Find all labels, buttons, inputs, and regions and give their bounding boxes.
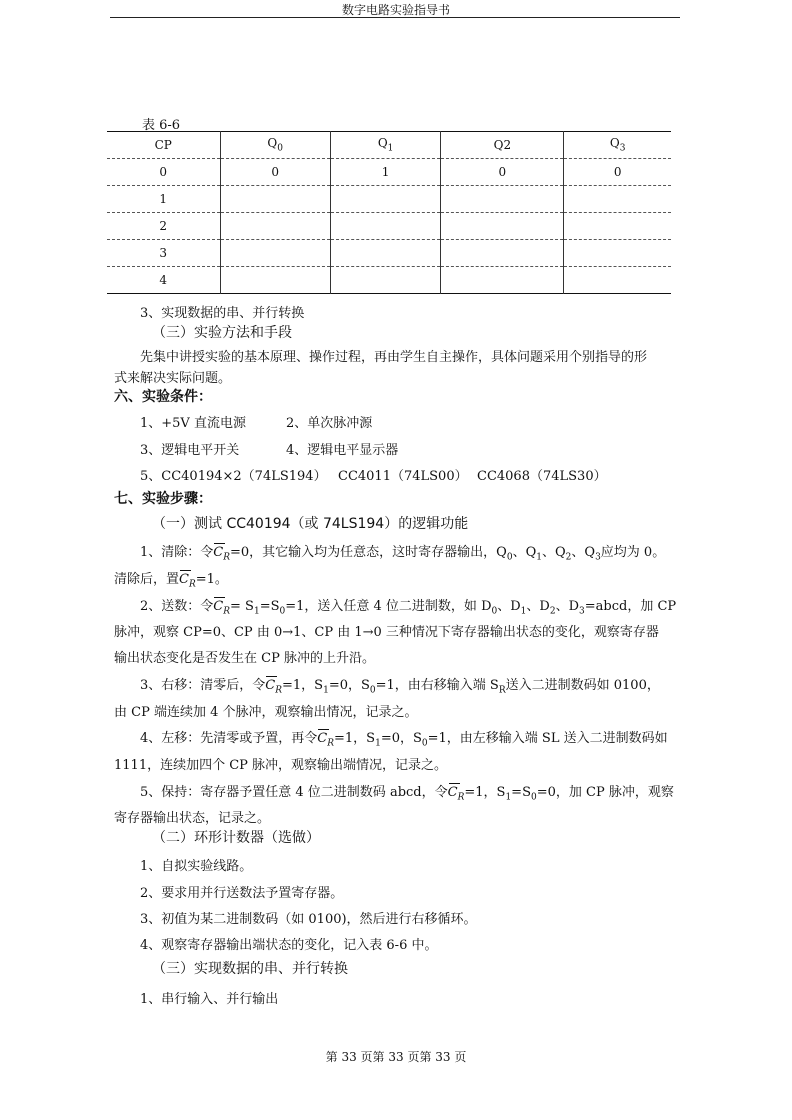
header-q1: $Q_1$ (330, 132, 440, 159)
conditions-heading: 六、实验条件： (114, 389, 212, 405)
table-cell (220, 240, 330, 267)
step-hold-cont: 寄存器输出状态，记录之。 (114, 811, 271, 826)
table-cell (220, 267, 330, 294)
methods-paragraph: 先集中讲授实验的基本原理、操作过程，再由学生自主操作，具体问题采用个别指导的形 (140, 350, 648, 365)
ring-item: 4、观察寄存器输出端状态的变化，记入表 6-6 中。 (140, 938, 438, 953)
header-q0: $Q_0$ (220, 132, 330, 159)
table-header-row (107, 132, 671, 159)
step-right-shift-cont: 由 CP 端连续加 4 个脉冲，观察输出情况，记录之。 (114, 705, 418, 720)
condition-item: 1、+5V 直流电源 (140, 416, 246, 431)
step-left-shift: 4、左移：先清零或予置，再令 $C_R=1$，$S_1=0$，$S_0=1$，由左移输入端 SL 送入二进制数码如 (140, 731, 668, 749)
header-q3: $Q_3$ (564, 132, 671, 159)
step-right-shift: 3、右移：清零后，令 $C_R=1$，$S_1=0$，$S_0=1$，由右移输入端 $S_R$送入二进制数码如 0100， (140, 678, 660, 696)
table-row (107, 267, 671, 294)
table-cell (220, 213, 330, 240)
table-cell: 0 (441, 159, 564, 186)
condition-item: 4、逻辑电平显示器 (286, 443, 399, 458)
table-cell (564, 240, 671, 267)
methods-heading: （三）实验方法和手段 (152, 325, 292, 341)
header-cp: CP (154, 138, 172, 152)
table-cell (564, 213, 671, 240)
table-caption: 表 6-6 (142, 118, 181, 133)
table-cell (330, 213, 440, 240)
ring-item: 1、自拟实验线路。 (140, 859, 253, 874)
ring-counter-heading: （二）环形计数器（选做） (152, 830, 320, 846)
step-clear-cont: 清除后，置 $C_R=1$。 (114, 572, 228, 590)
table-row (107, 159, 671, 186)
step-subheading: （一）测试 CC40194（或 74LS194）的逻辑功能 (152, 516, 469, 532)
table-row (107, 240, 671, 267)
methods-paragraph-cont: 式来解决实际问题。 (114, 371, 232, 386)
condition-item: 5、CC40194×2（74LS194） (140, 469, 327, 484)
condition-item: CC4068（74LS30） (477, 469, 607, 484)
condition-item: 3、逻辑电平开关 (140, 443, 240, 458)
steps-heading: 七、实验步骤： (114, 491, 212, 507)
table-cell: 0 (159, 165, 168, 179)
table-cell (564, 267, 671, 294)
table-cell (441, 186, 564, 213)
step-send-cont: 输出状态变化是否发生在 CP 脉冲的上升沿。 (114, 651, 375, 666)
cr-symbol: $C_R$ (317, 731, 335, 749)
table-cell: 1 (330, 159, 440, 186)
conversion-item: 1、串行输入、并行输出 (140, 992, 279, 1007)
table-cell (330, 186, 440, 213)
table-cell (330, 240, 440, 267)
table-cell (441, 267, 564, 294)
table-row (107, 186, 671, 213)
table-cell: 0 (564, 159, 671, 186)
item-conversion: 3、实现数据的串、并行转换 (140, 306, 305, 321)
step-clear: 1、清除：令 $C_R=0$，其它输入均为任意态，这时寄存器输出，$Q_0$、$Q_1$、$Q_2$、$Q_3$应均为 0。 (140, 545, 666, 563)
ring-item: 2、要求用并行送数法予置寄存器。 (140, 886, 344, 901)
table-cell: 4 (159, 273, 168, 287)
page-header-title: 数字电路实验指导书 (341, 3, 450, 17)
table-cell (441, 240, 564, 267)
table-cell: 1 (159, 192, 168, 206)
condition-item: CC4011（74LS00） (338, 469, 468, 484)
header-q2: Q2 (441, 132, 564, 159)
conversion-heading: （三）实现数据的串、并行转换 (152, 961, 348, 977)
step-send: 2、送数：令 $C_R= S_1=S_0=1$，送入任意 4 位二进制数，如 $D_0$、$D_1$、$D_2$、$D_3=abcd$，加 CP (140, 599, 677, 617)
table-cell (330, 267, 440, 294)
condition-item: 2、单次脉冲源 (286, 416, 373, 431)
table-cell: 3 (159, 246, 168, 260)
cr-symbol: $C_R$ (179, 572, 196, 590)
step-hold: 5、保持：寄存器予置任意 4 位二进制数码 abcd，令 $C_R=1$，$S_1=S_0=0$，加 CP 脉冲，观察 (140, 785, 674, 803)
cr-symbol: $C_R$ (447, 785, 465, 803)
cr-symbol: $C_R$ (265, 678, 283, 696)
step-send-cont: 脉冲，观察 CP=0、CP 由 0→1、CP 由 1→0 三种情况下寄存器输出状态的变化，观察寄存器 (114, 625, 659, 640)
header-divider (110, 17, 680, 18)
table-cell: 2 (159, 219, 168, 233)
table-cell (220, 186, 330, 213)
table-row (107, 213, 671, 240)
register-state-table (107, 131, 671, 294)
table-cell (564, 186, 671, 213)
page-footer: 第 33 页第 33 页第 33 页 (325, 1050, 467, 1064)
table-cell (441, 213, 564, 240)
cr-symbol: $C_R$ (213, 545, 231, 563)
step-left-shift-cont: 1111，连续加四个 CP 脉冲，观察输出端情况，记录之。 (114, 758, 448, 773)
table-cell: 0 (220, 159, 330, 186)
cr-symbol: $C_R$ (213, 599, 231, 617)
ring-item: 3、初值为某二进制数码（如 0100)，然后进行右移循环。 (140, 912, 477, 927)
